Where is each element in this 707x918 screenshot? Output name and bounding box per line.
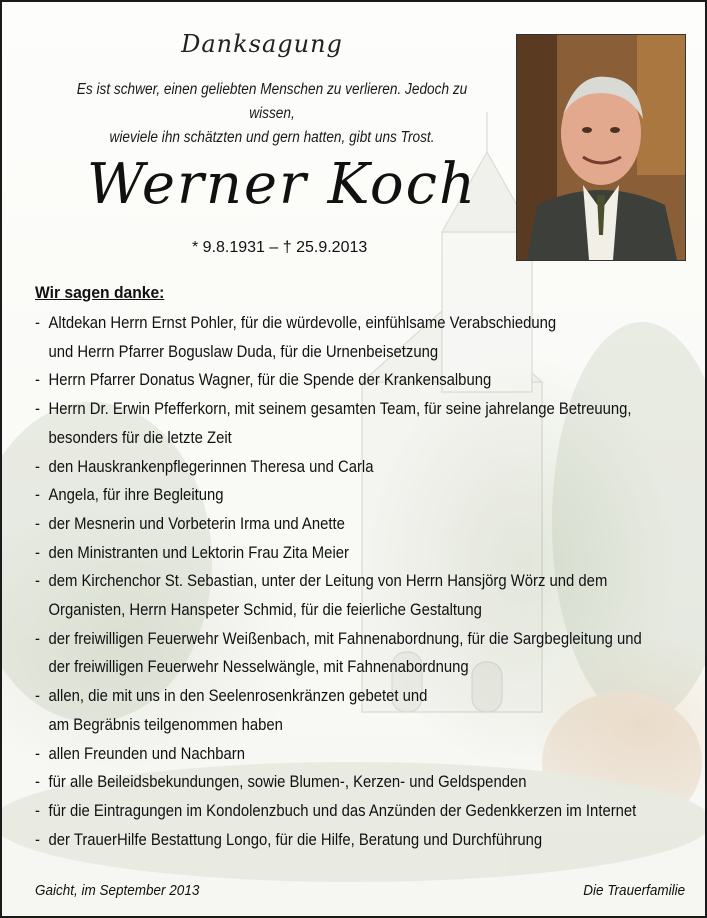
list-item: - der Mesnerin und Vorbeterin Irma und Anette [35,514,345,533]
list-item: - der freiwilligen Feuerwehr Weißenbach, mit Fahnenabordnung, für die Sargbegleitung und der freiwilligen Feuerwehr Nesselwängle, mit Fahnenabordnung [35,629,642,677]
consolation-quote [70,78,475,150]
deceased-name: Werner Koch [86,152,478,217]
list-item: - den Ministranten und Lektorin Frau Zita Meier [35,543,349,562]
signature-family: Die Trauerfamilie [583,882,685,899]
thanks-list [35,309,695,854]
thanks-title: Wir sagen danke: [35,283,165,302]
heading: Danksagung [181,30,343,58]
list-item: - Herrn Dr. Erwin Pfefferkorn, mit seinem gesamten Team, für seine jahrelange Betreuung, besonders für die letzte Zeit [35,400,632,447]
quote-line: Es ist schwer, einen geliebten Menschen zu verlieren. Jedoch zu wissen, [76,81,468,122]
place-date: Gaicht, im September 2013 [35,882,200,899]
list-item: - dem Kirchenchor St. Sebastian, unter der Leitung von Herrn Hansjörg Wörz und dem Organisten, Herrn Hanspeter Schmid, für die feierliche Gestaltung [35,572,608,620]
list-item: - allen Freunden und Nachbarn [35,744,245,763]
list-item: - Angela, für ihre Begleitung [35,486,224,505]
portrait-illustration [517,35,685,260]
list-item: - für alle Beileidsbekundungen, sowie Blumen-, Kerzen- und Geldspenden [35,773,527,792]
portrait-photo [516,34,686,261]
life-dates: * 9.8.1931 – † 25.9.2013 [192,239,368,256]
list-item: - den Hauskrankenpflegerinnen Theresa und Carla [35,457,374,476]
list-item: - der TrauerHilfe Bestattung Longo, für die Hilfe, Beratung und Durchführung [35,830,543,849]
quote-line: wieviele ihn schätzten und gern hatten, gibt uns Trost. [109,129,435,146]
list-item: - Herrn Pfarrer Donatus Wagner, für die Spende der Krankensalbung [35,371,492,390]
list-item: - Altdekan Herrn Ernst Pohler, für die würdevolle, einfühlsame Verabschiedung und Herrn Pfarrer Boguslaw Duda, für die Urnenbeisetzung [35,314,557,361]
list-item: - allen, die mit uns in den Seelenrosenkränzen gebetet und am Begräbnis teilgenommen haben [35,687,428,734]
list-item: - für die Eintragungen im Kondolenzbuch und das Anzünden der Gedenkkerzen im Internet [35,801,637,820]
